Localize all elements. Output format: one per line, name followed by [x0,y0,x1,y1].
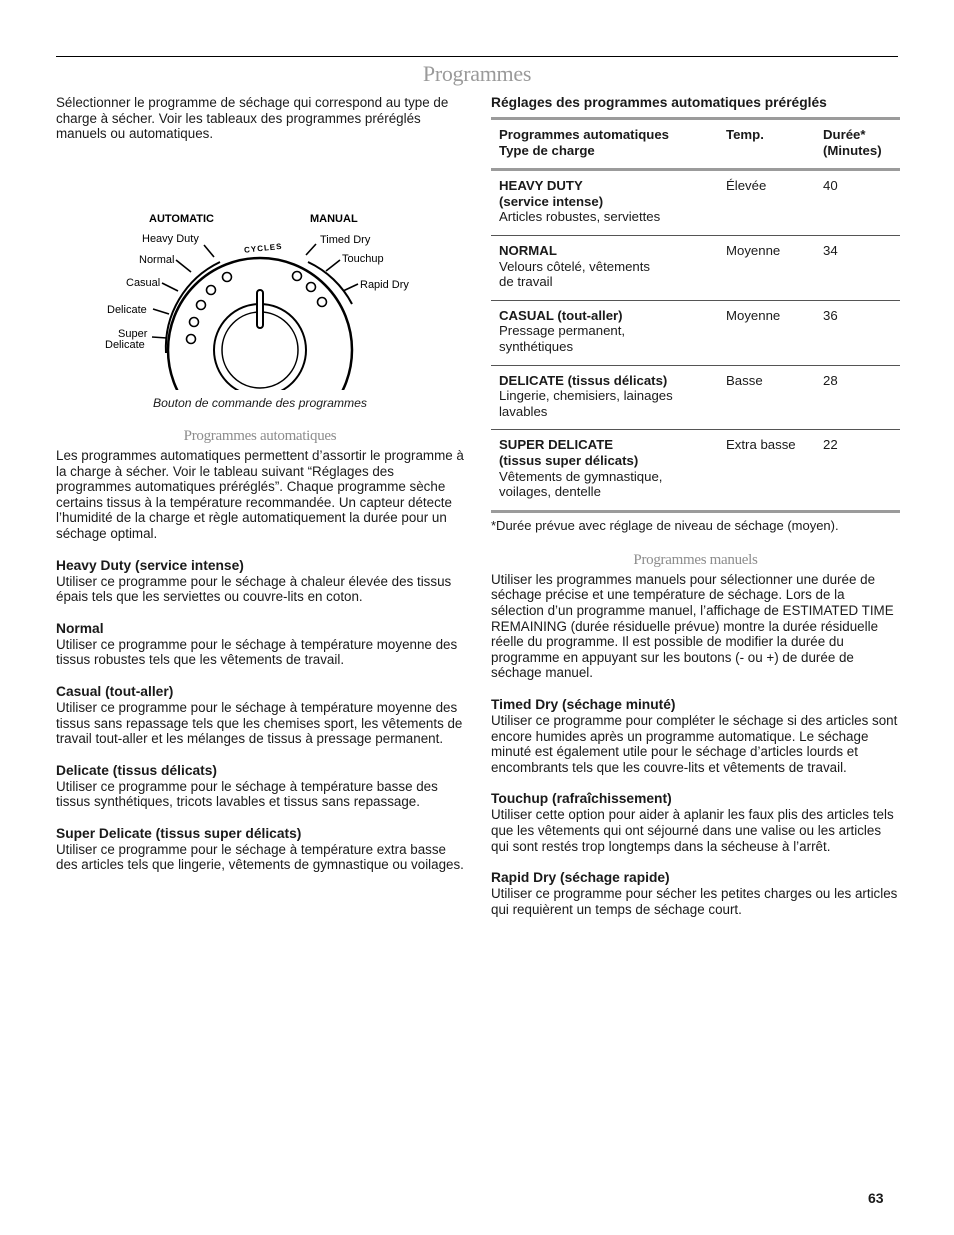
cell-program [491,300,718,365]
right-column [491,95,900,917]
header-program-line1: Programmes automatiques [499,127,670,142]
section-title: Super Delicate (tissus super délicats) [56,825,302,841]
section-rapid-dry [491,870,900,917]
dial-automatic-label: AUTOMATIC [149,212,214,225]
section-text: Utiliser ce programme pour le séchage à température moyenne des tissus robustes tels que les vêtements de travail. [56,636,458,668]
section-title: Casual (tout-aller) [56,683,174,699]
manual-programs-intro: Utiliser les programmes manuels pour sélectionner une durée de séchage précise et une température de séchage. Lors de la sélection d’un programme manuel, l’affichage de ESTIMATED TIME REMAINING (durée résiduelle prévue) montre la durée résiduelle réelle du programme. Il est possible de modifier la durée du programme en appuyant sur les boutons (- ou +) de durée de séchage manuel. [491,571,894,681]
program-name-sub: (tissus super délicats) [499,452,639,468]
top-rule [56,56,898,57]
section-super-delicate [56,826,464,873]
table-row [491,365,900,430]
manual-programs-heading: Programmes manuels [633,552,758,569]
cell-temp: Extra basse [718,430,815,511]
cell-duration: 40 [815,170,900,236]
cell-temp: Élevée [718,170,815,236]
dial-timed-dry-label: Timed Dry [320,233,371,246]
dial-casual-label: Casual [126,276,161,289]
cell-program [491,365,718,430]
section-title: Heavy Duty (service intense) [56,557,244,573]
program-name-sub: (service intense) [499,193,604,209]
table-row [491,170,900,236]
section-timed-dry [491,697,900,775]
program-name: DELICATE (tissus délicats) [499,372,668,388]
cell-duration: 22 [815,430,900,511]
intro-paragraph: Sélectionner le programme de séchage qui correspond au type de charge à sécher. Voir les tableaux des programmes préréglés manuels ou automatiques. [56,95,449,142]
cell-duration: 36 [815,300,900,365]
cell-program [491,170,718,236]
program-name: HEAVY DUTY [499,178,583,194]
dial-pointer [257,290,263,328]
cell-temp: Moyenne [718,300,815,365]
section-text: Utiliser ce programme pour le séchage à température extra basse des articles tels que lingerie, vêtements de gymnastique ou voilages. [56,841,464,873]
dial-super-label-line2: Delicate [105,338,145,351]
program-load-type: Articles robustes, serviettes [499,209,661,225]
dial-cycles-label: CYCLES [243,241,283,255]
header-duration-line2: (Minutes) [823,142,882,158]
section-casual [56,684,464,747]
cycle-dial-figure [56,154,464,390]
section-title: Timed Dry (séchage minuté) [491,697,676,713]
header-program-line2: Type de charge [499,142,595,158]
section-text: Utiliser ce programme pour le séchage à température basse des tissus synthétiques, tricots lavables et tissus sans repassage. [56,778,438,810]
auto-programs-intro: Les programmes automatiques permettent d’assortir le programme à la charge à sécher. Voir le tableau suivant “Réglages des programmes automatiques préréglés”. Chaque programme sèche certains tissus à la température recommandée. Un capteur détecte l’humidité de la charge et règle automatiquement la durée pour un séchage optimal. [56,447,464,541]
page-title: Programmes [422,61,532,86]
program-load-type: Vêtements de gymnastique, voilages, dentelle [499,468,663,500]
program-load-type: Pressage permanent, synthétiques [499,323,626,354]
cycle-dial-illustration [56,154,464,390]
table-row [491,300,900,365]
left-column [56,95,464,873]
section-normal [56,621,464,668]
dial-touchup-label: Touchup [342,252,384,265]
dial-delicate-label: Delicate [107,303,147,316]
section-touchup [491,791,900,854]
page-number: 63 [868,1190,884,1206]
section-text: Utiliser ce programme pour le séchage à température moyenne des tissus sans repassage tels que les chemises sport, les vêtements de travail tout-aller et les mélanges de tissus à pressage permanent. [56,699,463,747]
header-duration [815,119,900,170]
program-load-type: Velours côtelé, vêtements de travail [499,258,651,290]
auto-programs-table [491,117,900,513]
section-delicate [56,763,464,810]
dial-rapid-dry-label: Rapid Dry [360,278,409,291]
dial-heavy-duty-label: Heavy Duty [142,232,199,245]
program-load-type: Lingerie, chemisiers, lainages lavables [499,388,673,419]
program-name: CASUAL (tout-aller) [499,307,623,323]
header-temp: Temp. [718,119,815,170]
dial-normal-label: Normal [139,253,175,266]
program-name: SUPER DELICATE [499,437,614,453]
cell-temp: Basse [718,365,815,430]
table-row [491,430,900,511]
table-row [491,235,900,300]
section-heavy-duty [56,558,464,605]
section-title: Normal [56,620,104,636]
dial-caption: Bouton de commande des programmes [152,395,368,410]
section-text: Utiliser ce programme pour le séchage à chaleur élevée des tissus épais tels que les serviettes ou couvre-lits en coton. [56,573,452,605]
dial-manual-label: MANUAL [310,212,358,225]
header-duration-line1: Durée* [823,127,866,142]
table-header-row [491,119,900,170]
section-title: Rapid Dry (séchage rapide) [491,870,670,886]
cell-program [491,235,718,300]
section-text: Utiliser ce programme pour compléter le séchage si des articles sont encore humides après un programme automatique. Le séchage minuté est également utile pour le séchage d’articles lourds et encombrants tels que les couvre-lits et vêtements de travail. [491,713,898,775]
cell-temp: Moyenne [718,235,815,300]
section-title: Delicate (tissus délicats) [56,762,218,778]
cell-duration: 28 [815,365,900,430]
auto-programs-heading: Programmes automatiques [183,428,337,445]
header-program [491,119,718,170]
table-footnote: *Durée prévue avec réglage de niveau de séchage (moyen). [491,517,839,533]
cell-duration: 34 [815,235,900,300]
section-title: Touchup (rafraîchissement) [491,791,672,807]
section-text: Utiliser ce programme pour sécher les petites charges ou les articles qui requièrent un temps de séchage court. [491,886,898,917]
table-title: Réglages des programmes automatiques préréglés [491,95,827,110]
section-text: Utiliser cette option pour aider à aplanir les faux plis des articles tels que les vêtements qui ont séjourné dans une valise ou les articles qui sont restés trop longtemps dans la sécheuse à l’arrêt. [491,807,894,854]
cell-program [491,430,718,511]
dial-super-label-line1: Super [118,327,148,340]
program-name: NORMAL [499,242,557,258]
